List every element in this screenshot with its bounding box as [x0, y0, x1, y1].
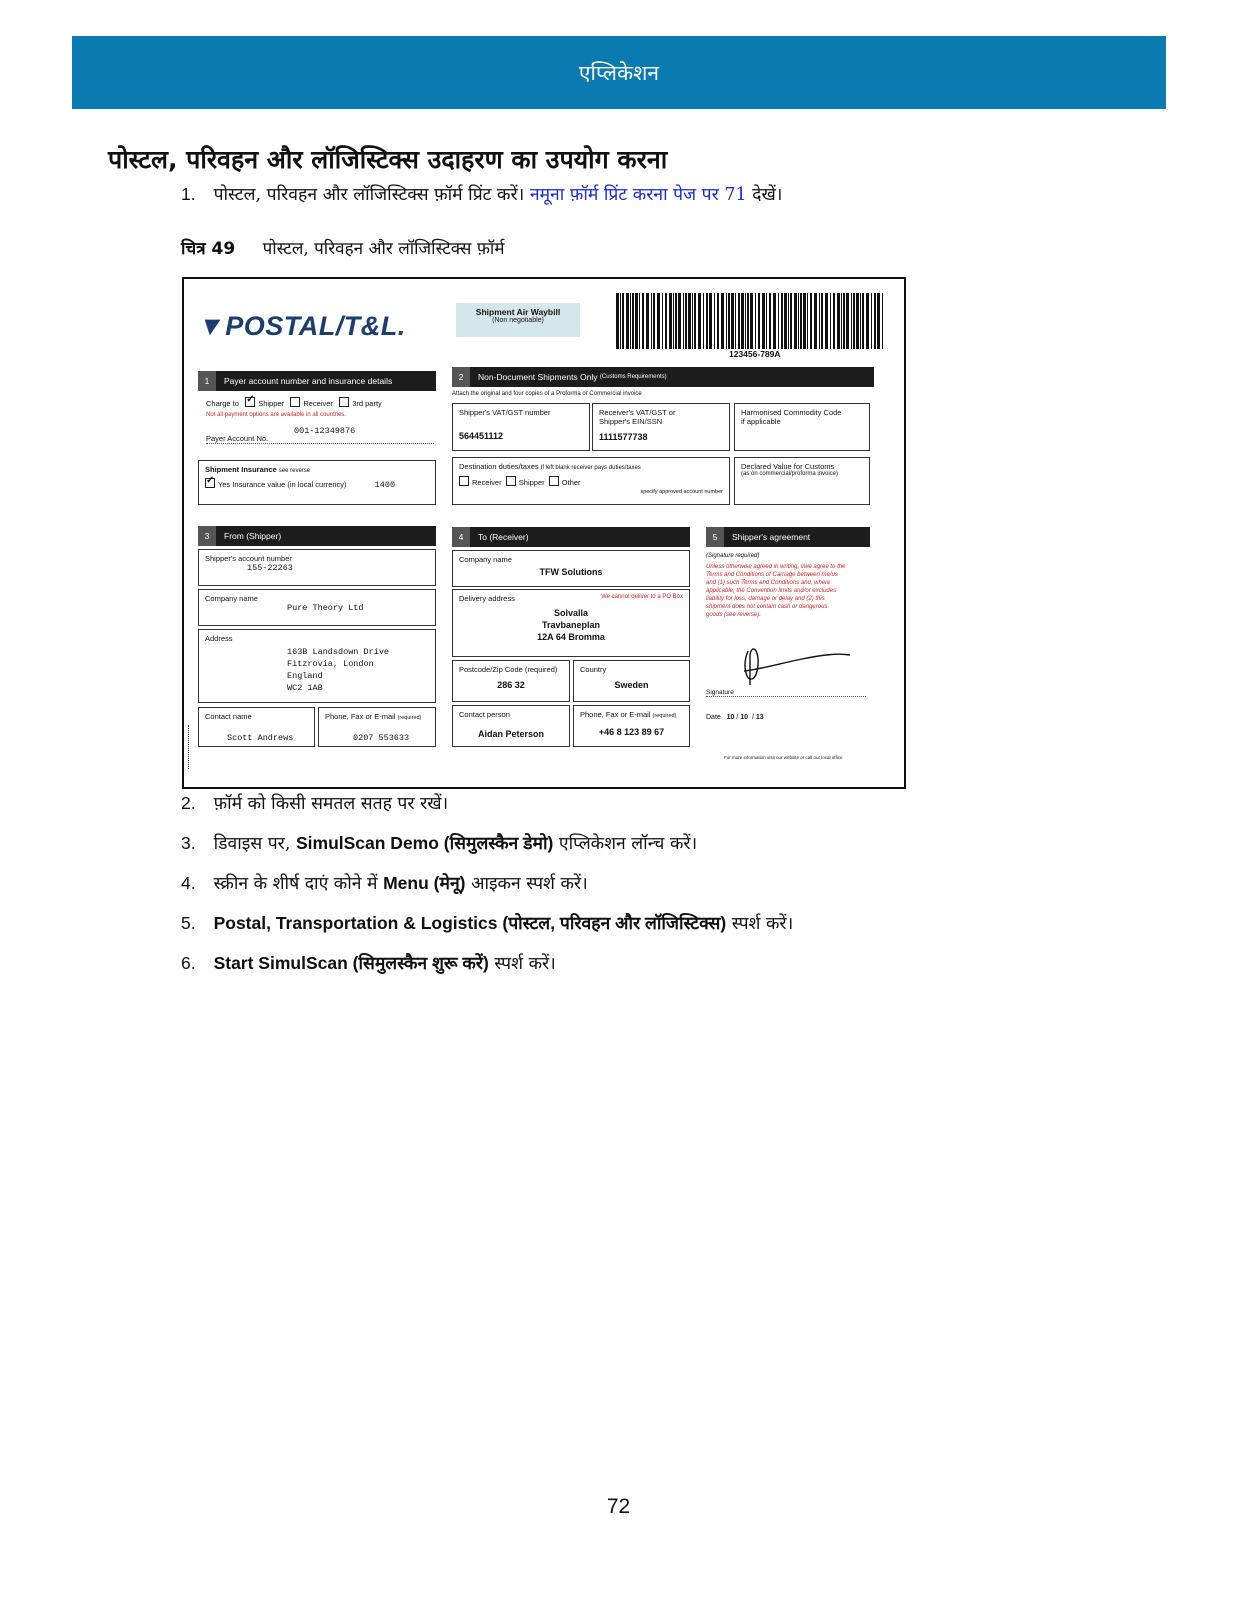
barcode-bar — [703, 293, 704, 349]
receiver-checkbox — [290, 397, 300, 407]
country-label: Country — [580, 665, 607, 674]
charge-to-row — [206, 397, 382, 408]
barcode-bar — [717, 293, 719, 349]
barcode-bar — [741, 293, 744, 349]
barcode-bar — [769, 293, 771, 349]
barcode-bar — [642, 293, 644, 349]
receiver-contact-value: Aidan Peterson — [477, 729, 544, 739]
barcode-bar — [683, 293, 684, 349]
receiver-vat-box — [592, 403, 730, 451]
terms-line: goods (see reverse). — [706, 612, 762, 618]
duties-shipper-label: Shipper — [518, 478, 545, 487]
step-text-tail: देखें। — [752, 185, 783, 205]
barcode-number: 123456-789A — [729, 349, 781, 359]
duties-other-checkbox — [549, 476, 559, 486]
date-year: 13 — [755, 714, 764, 721]
delivery-line: Travbaneplan — [541, 620, 601, 630]
insurance-title: Shipment Insurance — [205, 465, 277, 474]
phone-required: (required) — [652, 713, 677, 719]
step-number: 3. — [181, 833, 196, 853]
section-title: From (Shipper) — [224, 531, 282, 541]
step-number: 5. — [181, 913, 196, 933]
country-box — [573, 660, 690, 702]
barcode-bar — [851, 293, 852, 349]
receiver-company-box — [452, 550, 690, 587]
payment-note: Not all payment options are available in all countries. — [206, 412, 347, 418]
barcode-bar — [635, 293, 638, 349]
step-text: पोस्टल, परिवहन और लॉजिस्टिक्स फ़ॉर्म प्रिंट करें। — [213, 185, 525, 205]
section-subtitle: (Customs Requirements) — [599, 374, 667, 380]
terms-line: Unless otherwise agreed in writing, I/we agree to the — [706, 564, 846, 570]
section-number: 4 — [452, 527, 470, 547]
postcode-value: 286 32 — [497, 680, 525, 690]
barcode-bar — [673, 293, 674, 349]
step-text: स्क्रीन के शीर्ष दाएं कोने में — [213, 874, 378, 894]
barcode-bar — [846, 293, 849, 349]
shipper-contact-box — [198, 707, 315, 747]
barcode-bar — [653, 293, 655, 349]
barcode-bar — [662, 293, 663, 349]
option-name: Postal, Transportation & Logistics (पोस्टल, परिवहन और लॉजिस्टिक्स) — [213, 913, 727, 933]
contact-label: Contact person — [459, 710, 510, 719]
postcode-box — [452, 660, 570, 702]
address-line: Fitzrovia, London — [287, 659, 374, 669]
delivery-line: Solvalla — [553, 608, 589, 618]
barcode-bar — [877, 293, 880, 349]
barcode-bar — [709, 293, 712, 349]
step-text: फ़ॉर्म को किसी समतल सतह पर रखें। — [213, 794, 449, 814]
barcode-bar — [856, 293, 859, 349]
step-number: 6. — [181, 953, 196, 973]
barcode-bar — [830, 293, 831, 349]
insurance-yes-label: Yes Insurance value (in local currency) — [218, 480, 347, 489]
insurance-checkbox — [205, 478, 215, 488]
step-1 — [181, 182, 782, 206]
step-number: 4. — [181, 873, 196, 893]
declared-label-2: (as on commercial/proforma invoice) — [741, 471, 839, 477]
step-2 — [181, 791, 448, 815]
shipper-contact-value: Scott Andrews — [227, 733, 294, 743]
barcode-bar — [747, 293, 749, 349]
company-label: Company name — [459, 555, 512, 564]
declared-value-box — [734, 457, 870, 505]
postal-logo: ▼POSTAL/T&L. — [195, 311, 406, 341]
barcode-bar — [620, 293, 621, 349]
delivery-note: We cannot deliver to a PO Box — [601, 594, 683, 600]
barcode-bar — [630, 293, 631, 349]
section-2-header — [452, 367, 874, 387]
header-title: एप्लिकेशन — [578, 60, 660, 85]
barcode-bar — [698, 293, 701, 349]
duties-label: Destination duties/taxes — [459, 462, 539, 471]
barcode-bar — [882, 293, 883, 349]
step-text-tail: एप्लिकेशन लॉन्च करें। — [558, 834, 698, 854]
shipper-vat-value: 564451112 — [459, 431, 504, 441]
date-row: Date 10 / 10 / 13 — [706, 714, 764, 721]
step-5 — [181, 911, 793, 935]
shipper-checkbox — [245, 397, 255, 407]
barcode-bar — [731, 293, 734, 349]
shipper-phone-value: 0207 553633 — [353, 733, 410, 743]
receiver-vat-label-1: Receiver's VAT/GST or — [599, 408, 676, 417]
duties-shipper-checkbox — [506, 476, 516, 486]
signature-mark — [742, 645, 852, 685]
third-party-checkbox — [339, 397, 349, 407]
shipper-phone-box — [318, 707, 436, 747]
waybill-title-box — [456, 303, 580, 337]
terms-line: liability for loss, damage or delay and (2) this — [706, 596, 825, 602]
barcode-bar — [778, 293, 779, 349]
page-link[interactable]: नमूना फ़ॉर्म प्रिंट करना पेज पर 71 — [529, 185, 747, 205]
barcode-bar — [788, 293, 789, 349]
barcode-bar — [726, 293, 727, 349]
address-label: Address — [205, 634, 233, 643]
barcode-bar — [810, 293, 812, 349]
barcode-bar — [685, 293, 687, 349]
date-label: Date — [706, 714, 721, 721]
terms-line: applicable, the Convention limits and/or excludes — [706, 588, 837, 594]
duties-note: If left blank receiver pays duties/taxes — [540, 465, 641, 471]
barcode-bar — [714, 293, 715, 349]
signature-label: Signature — [706, 689, 866, 697]
address-line: WC2 1AB — [287, 683, 323, 693]
info-note: For more information visit our website or call our local office — [724, 755, 843, 760]
barcode-bar — [819, 293, 820, 349]
step-text: डिवाइस पर, — [213, 834, 291, 854]
step-3 — [181, 831, 697, 855]
barcode-bar — [665, 293, 667, 349]
barcode-bar — [758, 293, 760, 349]
shipper-address — [287, 646, 429, 694]
barcode — [616, 293, 886, 349]
step-4 — [181, 871, 588, 895]
hs-code-box — [734, 403, 870, 451]
duties-receiver-checkbox — [459, 476, 469, 486]
phone-label: Phone, Fax or E-mail — [580, 710, 651, 719]
receiver-phone-box — [573, 705, 690, 747]
barcode-bar — [790, 293, 792, 349]
barcode-bar — [639, 293, 640, 349]
payer-account-row — [206, 426, 434, 444]
barcode-bar — [843, 293, 845, 349]
duties-other-label: Other — [561, 478, 581, 487]
section-title: To (Receiver) — [478, 532, 529, 542]
barcode-bar — [721, 293, 724, 349]
barcode-bar — [833, 293, 835, 349]
barcode-bar — [750, 293, 753, 349]
receiver-vat-label-2: Shipper's EIN/SSN — [599, 417, 663, 426]
barcode-bar — [735, 293, 736, 349]
barcode-bar — [860, 293, 861, 349]
barcode-bar — [651, 293, 652, 349]
receiver-contact-box — [452, 705, 570, 747]
delivery-label: Delivery address — [459, 594, 515, 603]
barcode-bar — [821, 293, 823, 349]
step-text-tail: आइकन स्पर्श करें। — [471, 874, 588, 894]
barcode-bar — [622, 293, 624, 349]
barcode-bar — [837, 293, 840, 349]
hs-label-2: if applicable — [741, 417, 781, 426]
section-title: Shipper's agreement — [732, 532, 811, 542]
section-number: 1 — [198, 371, 216, 391]
page-title: पोस्टल, परिवहन और लॉजिस्टिक्स उदाहरण का उपयोग करना — [108, 145, 668, 174]
signature-required: (Signature required) — [706, 553, 760, 559]
insurance-value: 1400 — [374, 480, 396, 490]
barcode-bar — [766, 293, 767, 349]
payer-account-label: Payer Account No. — [206, 434, 269, 443]
section-title: Non-Document Shipments Only — [478, 372, 598, 382]
payer-account-value: 001-12349876 — [294, 426, 356, 436]
barcode-bar — [694, 293, 696, 349]
waybill-title: Shipment Air Waybill — [475, 307, 561, 317]
header-bar — [72, 36, 1166, 109]
attach-note: Attach the original and four copies of a Proforma or Commercial invoice — [452, 391, 642, 397]
barcode-bar — [646, 293, 649, 349]
date-month: 10 — [740, 714, 749, 721]
figure-label: चित्र 49 — [181, 239, 236, 259]
barcode-bar — [794, 293, 797, 349]
hs-label-1: Harmonised Commodity Code — [741, 408, 842, 417]
page-number: 72 — [606, 1495, 631, 1518]
menu-name: Menu (मेनू) — [383, 873, 466, 893]
insurance-box — [198, 460, 436, 505]
figure-caption-text: पोस्टल, परिवहन और लॉजिस्टिक्स फ़ॉर्म — [262, 239, 505, 259]
date-day: 10 — [726, 714, 735, 721]
insurance-see: see reverse — [278, 468, 311, 474]
section-3-header — [198, 526, 436, 546]
phone-required: (required) — [397, 715, 422, 721]
barcode-bar — [862, 293, 864, 349]
figure-caption — [181, 236, 505, 259]
barcode-bar — [853, 293, 855, 349]
barcode-bar — [632, 293, 634, 349]
company-label: Company name — [205, 594, 258, 603]
option-name: Start SimulScan (सिमुलस्कैन शुरू करें) — [213, 953, 489, 973]
delivery-line: 12A 64 Bromma — [537, 632, 605, 642]
app-name: SimulScan Demo (सिमुलस्कैन डेमो) — [295, 833, 554, 853]
address-line: England — [287, 671, 323, 681]
barcode-bar — [745, 293, 746, 349]
duties-receiver-label: Receiver — [472, 478, 502, 487]
barcode-bar — [784, 293, 787, 349]
shipper-label: Shipper — [258, 399, 285, 408]
postcode-label: Postcode/Zip Code (required) — [459, 665, 558, 674]
barcode-bar — [657, 293, 660, 349]
barcode-bar — [871, 293, 872, 349]
step-6 — [181, 951, 556, 975]
barcode-bar — [825, 293, 828, 349]
shipper-account-value: 155-22263 — [247, 563, 293, 573]
shipper-account-box — [198, 549, 436, 586]
barcode-bar — [798, 293, 799, 349]
receiver-phone-value: +46 8 123 89 67 — [598, 727, 665, 737]
delivery-address-box — [452, 589, 690, 657]
logo-text: POSTAL/T&L. — [225, 311, 406, 341]
barcode-bar — [616, 293, 619, 349]
address-line: 163B Landsdown Drive — [287, 647, 390, 657]
barcode-bar — [866, 293, 869, 349]
barcode-bar — [773, 293, 776, 349]
receiver-vat-value: 1111577738 — [599, 432, 648, 442]
specify-note: specify approved account number — [640, 489, 723, 495]
barcode-bar — [874, 293, 876, 349]
barcode-bar — [781, 293, 783, 349]
barcode-bar — [814, 293, 817, 349]
charge-to-label: Charge to — [206, 399, 239, 408]
step-number: 1. — [181, 184, 196, 204]
barcode-bar — [755, 293, 756, 349]
shipper-company-value: Pure Theory Ltd — [287, 603, 364, 613]
barcode-bar — [669, 293, 672, 349]
terms-line: shipment does not contain cash or dangerous — [706, 604, 828, 610]
barcode-bar — [706, 293, 708, 349]
barcode-bar — [728, 293, 730, 349]
contact-label: Contact name — [205, 712, 252, 721]
perforation-mark — [188, 725, 190, 769]
terms-line: and (1) such Terms and Conditions and, where — [706, 580, 831, 586]
duties-box — [452, 457, 730, 505]
section-1-header — [198, 371, 436, 391]
barcode-bar — [762, 293, 765, 349]
declared-label-1: Declared Value for Customs — [741, 462, 835, 471]
terms-text — [706, 563, 845, 619]
barcode-bar — [692, 293, 693, 349]
shipper-address-box — [198, 629, 436, 703]
section-number: 5 — [706, 527, 724, 547]
shipper-account-label: Shipper's account number — [205, 554, 292, 563]
barcode-bar — [675, 293, 677, 349]
delivery-address — [459, 607, 683, 643]
shipper-vat-box — [452, 403, 590, 451]
step-text-tail: स्पर्श करें। — [731, 914, 794, 934]
barcode-bar — [678, 293, 681, 349]
section-4-header — [452, 527, 690, 547]
terms-line: Terms and Conditions of Carriage between me/us — [706, 572, 838, 578]
receiver-label: Receiver — [303, 399, 333, 408]
shipper-vat-label: Shipper's VAT/GST number — [459, 408, 551, 417]
shipper-company-box — [198, 589, 436, 626]
barcode-bar — [800, 293, 802, 349]
barcode-bar — [807, 293, 808, 349]
third-party-label: 3rd party — [352, 399, 382, 408]
section-5-header — [706, 527, 870, 547]
phone-label: Phone, Fax or E-mail — [325, 712, 396, 721]
barcode-bar — [738, 293, 740, 349]
section-number: 2 — [452, 367, 470, 387]
postal-form-image — [182, 277, 906, 789]
barcode-bar — [626, 293, 629, 349]
step-number: 2. — [181, 793, 196, 813]
receiver-company-value: TFW Solutions — [539, 567, 603, 577]
step-text-tail: स्पर्श करें। — [494, 954, 556, 974]
barcode-bar — [803, 293, 806, 349]
waybill-subtitle: (Non negotiable) — [492, 317, 544, 324]
barcode-bar — [688, 293, 691, 349]
section-number: 3 — [198, 526, 216, 546]
section-title: Payer account number and insurance details — [224, 376, 393, 386]
barcode-bar — [841, 293, 842, 349]
country-value: Sweden — [614, 680, 649, 690]
